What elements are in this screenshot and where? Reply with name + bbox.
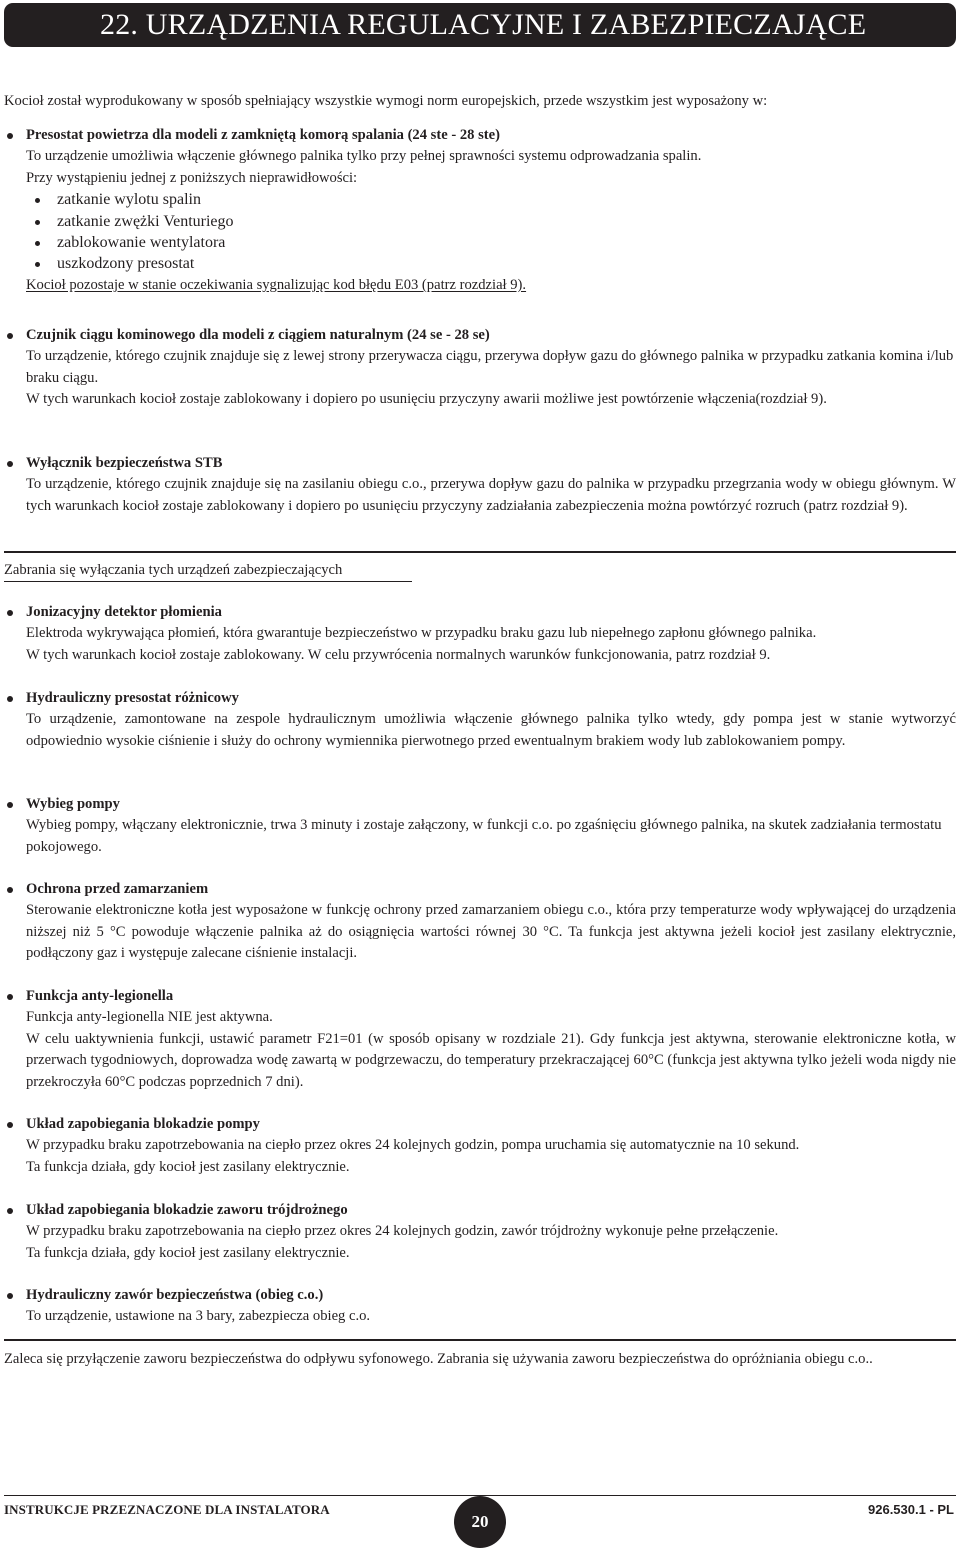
document-code: 926.530.1 - PL xyxy=(868,1502,954,1517)
section-body xyxy=(4,623,956,666)
paragraph: W przypadku braku zapotrzebowania na ciepło przez okres 24 kolejnych godzin, pompa uruchamia się automatycznie na 10 sekund. xyxy=(26,1137,800,1154)
bullet-icon xyxy=(7,802,13,808)
bullet-icon xyxy=(7,133,13,139)
paragraph: W tych warunkach kocioł zostaje zablokowany. W celu przywrócenia normalnych warunków funkcjonowania, patrz rozdział 9. xyxy=(26,646,771,663)
bullet-icon xyxy=(7,461,13,467)
section-title: Presostat powietrza dla modeli z zamkniętą komorą spalania (24 ste - 28 ste) xyxy=(4,125,956,146)
section-stb xyxy=(4,453,956,517)
footer-label: INSTRUKCJE PRZEZNACZONE DLA INSTALATORA xyxy=(4,1502,330,1517)
section-title: Funkcja anty-legionella xyxy=(4,986,956,1007)
paragraph: Sterowanie elektroniczne kotła jest wyposażone w funkcję ochrony przed zamarzaniem obiegu c.o., która przy temperaturze wody wpływającej do urządzenia niższej niż 5 °C powoduje włączenie palnika aż do osiągnięcia wartości równej 30 °C. Ta funkcja jest aktywna jeżeli kocioł jest zasilany elektrycznie, podłączony gaz i występuje zalecane ciśnienie instalacji. xyxy=(26,902,956,962)
paragraph: To urządzenie umożliwia włączenie głównego palnika tylko przy pełnej sprawności systemu odprowadzania spalin. xyxy=(26,148,702,165)
bullet-icon xyxy=(7,994,13,1000)
section-zawor xyxy=(4,1285,956,1328)
section-body xyxy=(4,900,956,964)
paragraph: W tych warunkach kocioł zostaje zablokowany i dopiero po usunięciu przyczyny awarii możliwe jest powtórzenie włączenia(rozdział 9). xyxy=(26,391,827,408)
bullet-icon xyxy=(7,1208,13,1214)
section-hydrauliczny xyxy=(4,688,956,752)
warning-text: Zabrania się wyłączania tych urządzeń zabezpieczających xyxy=(4,562,343,578)
section-body xyxy=(4,1135,956,1178)
section-title: Jonizacyjny detektor płomienia xyxy=(4,602,956,623)
section-title: Ochrona przed zamarzaniem xyxy=(4,879,956,900)
conclusion-text: Kocioł pozostaje w stanie oczekiwania sygnalizując kod błędu E03 (patrz rozdział 9). xyxy=(26,276,527,293)
section-body xyxy=(4,1007,956,1093)
section-presostat xyxy=(4,125,956,296)
section-title: Czujnik ciągu kominowego dla modeli z ciągiem naturalnym (24 se - 28 se) xyxy=(4,325,956,346)
section-body xyxy=(4,346,956,410)
divider xyxy=(4,551,956,553)
section-body xyxy=(4,815,956,858)
section-wybieg xyxy=(4,794,956,858)
paragraph: To urządzenie, którego czujnik znajduje się na zasilaniu obiegu c.o., przerywa dopływ gazu do palnika w przypadku przegrzania wody w obiegu głównym. W tych warunkach kocioł zostaje zablokowany i dopiero po usunięciu przyczyny zadziałania zabezpieczenia można powtórzyć rozruch (patrz rozdział 9). xyxy=(26,476,956,514)
section-title: Układ zapobiegania blokadzie zaworu trójdrożnego xyxy=(4,1200,956,1221)
bullet-icon xyxy=(7,887,13,893)
list-item: uszkodzony presostat xyxy=(35,253,956,274)
fault-list xyxy=(4,189,956,275)
section-legionella xyxy=(4,986,956,1093)
list-item: zatkanie wylotu spalin xyxy=(35,189,956,210)
paragraph: To urządzenie, ustawione na 3 bary, zabezpiecza obieg c.o. xyxy=(26,1308,371,1325)
bullet-icon xyxy=(7,1122,13,1128)
bullet-icon xyxy=(7,333,13,339)
warning-underline xyxy=(4,581,412,582)
paragraph: W celu uaktywnienia funkcji, ustawić parametr F21=01 (w sposób opisany w rozdziale 21). Gdy funkcja jest aktywna, sterowanie elektroniczne kotła, w przerwach tygodniowych, doprowadza wodę zawartą w podgrzewaczu, do temperatury przekraczającej 60°C (funkcja jest aktywna tylko jeżeli woda nigdy nie przekroczyła 60°C podczas poprzednich 7 dni). xyxy=(26,1030,956,1090)
paragraph: Funkcja anty-legionella NIE jest aktywna. xyxy=(26,1009,273,1026)
section-body xyxy=(4,1221,956,1264)
section-body xyxy=(4,474,956,517)
section-blokada-zaworu xyxy=(4,1200,956,1264)
bullet-icon xyxy=(7,610,13,616)
paragraph: Ta funkcja działa, gdy kocioł jest zasilany elektrycznie. xyxy=(26,1158,350,1175)
bullet-icon xyxy=(35,198,40,203)
bullet-icon xyxy=(7,696,13,702)
section-jonizacyjny xyxy=(4,602,956,666)
bullet-icon xyxy=(7,1293,13,1299)
paragraph: W przypadku braku zapotrzebowania na ciepło przez okres 24 kolejnych godzin, zawór trójdrożny wykonuje pełne przełączenie. xyxy=(26,1223,779,1240)
closing-text: Zaleca się przyłączenie zaworu bezpieczeństwa do odpływu syfonowego. Zabrania się używania zaworu bezpieczeństwa do opróżniania obiegu c.o.. xyxy=(4,1351,873,1367)
section-ochrona xyxy=(4,879,956,965)
section-body xyxy=(4,146,956,189)
page-number: 20 xyxy=(454,1496,506,1548)
list-item: zatkanie zwężki Venturiego xyxy=(35,211,956,232)
section-blokada-pompy xyxy=(4,1114,956,1178)
section-body xyxy=(4,709,956,752)
bullet-icon xyxy=(35,241,40,246)
section-czujnik xyxy=(4,325,956,411)
section-title: Wybieg pompy xyxy=(4,794,956,815)
divider xyxy=(4,1339,956,1341)
paragraph: Elektroda wykrywająca płomień, która gwarantuje bezpieczeństwo w przypadku braku gazu lub niepełnego zapłonu głównego palnika. xyxy=(26,625,817,642)
paragraph: Ta funkcja działa, gdy kocioł jest zasilany elektrycznie. xyxy=(26,1244,350,1261)
paragraph: To urządzenie, zamontowane na zespole hydraulicznym umożliwia włączenie głównego palnika tylko wtedy, gdy pompa jest w stanie wytworzyć odpowiednio wysokie ciśnienie i służy do ochrony wymiennika pierwotnego przed ewentualnym brakiem wody lub zablokowaniem pompy. xyxy=(26,711,956,749)
section-title: Wyłącznik bezpieczeństwa STB xyxy=(4,453,956,474)
section-title: Hydrauliczny zawór bezpieczeństwa (obieg c.o.) xyxy=(4,1285,956,1306)
section-title-bar xyxy=(4,3,956,47)
section-body xyxy=(4,275,956,296)
list-item: zablokowanie wentylatora xyxy=(35,232,956,253)
bullet-icon xyxy=(35,220,40,225)
paragraph: To urządzenie, którego czujnik znajduje się z lewej strony przerywacza ciągu, przerywa dopływ gazu do głównego palnika w przypadku zatkania komina i/lub braku ciągu. xyxy=(26,348,954,386)
section-title: Układ zapobiegania blokadzie pompy xyxy=(4,1114,956,1135)
intro-text: Kocioł został wyprodukowany w sposób spełniający wszystkie wymogi norm europejskich, przede wszystkim jest wyposażony w: xyxy=(4,93,768,109)
bullet-icon xyxy=(35,262,40,267)
page-title: 22. URZĄDZENIA REGULACYJNE I ZABEZPIECZAJĄCE xyxy=(100,8,867,41)
section-body xyxy=(4,1306,956,1327)
section-title: Hydrauliczny presostat różnicowy xyxy=(4,688,956,709)
paragraph: Przy wystąpieniu jednej z poniższych nieprawidłowości: xyxy=(26,169,358,186)
paragraph: Wybieg pompy, włączany elektronicznie, trwa 3 minuty i zostaje załączony, w funkcji c.o. po zgaśnięciu głównego palnika, na skutek zadziałania termostatu pokojowego. xyxy=(26,817,942,855)
